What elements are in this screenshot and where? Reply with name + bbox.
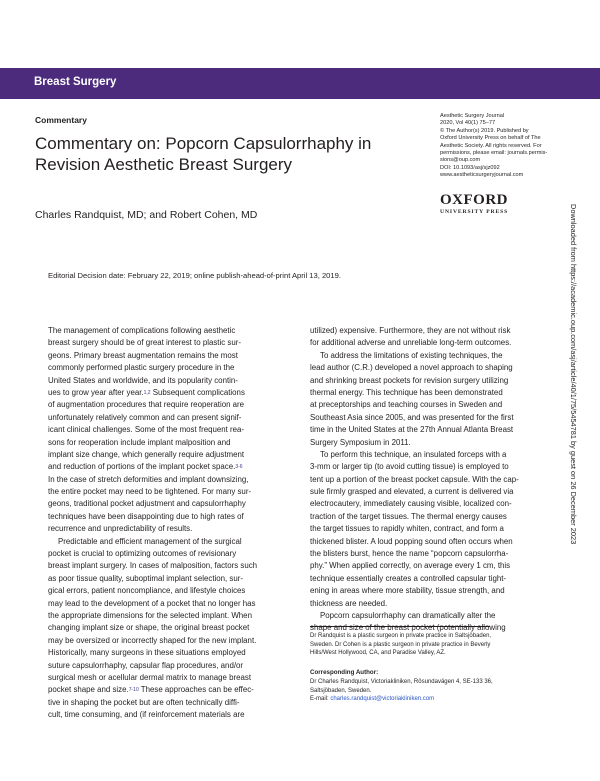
article-type: Commentary <box>35 115 87 125</box>
text-line: as poor tissue quality, suboptimal implant selection, sur- <box>48 573 244 583</box>
text-line: pocket is crucial to optimizing outcomes of revisionary <box>48 549 237 559</box>
text-line: thickened blister. A loud popping sound often occurs when <box>310 536 513 546</box>
text-line: sule firmly grasped and elevated, a current is delivered via <box>310 487 514 497</box>
logo-oxford: OXFORD <box>440 192 508 208</box>
text-line: for additional adverse and unreliable long-term outcomes. <box>310 338 512 348</box>
text-line: techniques have been disappointing due to high rates of <box>48 511 244 521</box>
oxford-university-press-logo <box>440 193 508 215</box>
text-line: traction of the target tissues. The thermal energy causes <box>310 511 507 521</box>
email-link[interactable]: charles.randquist@victoriakliniken.com <box>330 696 435 703</box>
text-line: the blisters burst, hence the name “popcorn capsulorrha- <box>310 549 509 559</box>
affiliation-line: Sweden. Dr Cohen is a plastic surgeon in private practice in Beverly <box>310 641 491 648</box>
journal-line: Aesthetic Society. All rights reserved. For <box>440 142 542 149</box>
text-line: changing implant size or shape, the original breast pocket <box>48 623 250 633</box>
text-line: ening in areas where more stability, tissue strength, and <box>310 586 505 596</box>
journal-url[interactable]: www.aestheticsurgeryjournal.com <box>440 172 524 179</box>
text-line: pocket shape and size. 7-10 These approaches can be effec- <box>48 684 290 696</box>
journal-info <box>440 113 565 180</box>
journal-line: permissions, please email: journals.permis- <box>440 150 548 157</box>
address-line: Saltsjöbaden, Sweden. <box>310 687 372 694</box>
text-line: recurrence and unpredictability of results. <box>48 524 193 534</box>
corresponding-author <box>310 678 570 704</box>
text-line: implant size change, which generally require adjustment <box>48 449 245 459</box>
text-line: In the case of stretch deformities and implant downsizing, <box>48 474 249 484</box>
editorial-dates: Editorial Decision date: February 22, 2019; online publish-ahead-of-print April 13, 2019. <box>48 271 341 280</box>
text-line: sons for reoperation include implant malposition and <box>48 437 231 447</box>
text-line: geons, traditional pocket adjustment and capsulorrhaphy <box>48 499 246 509</box>
corresponding-author-heading: Corresponding Author: <box>310 669 379 676</box>
journal-line: sions@oup.com <box>440 157 481 164</box>
text-line: time in the United States at the 27th Annual Atlanta Breast <box>310 425 514 435</box>
journal-line: 2020, Vol 40(1) 75–77 <box>440 120 496 127</box>
text-line: technique essentially creates a controlled capsular tight- <box>310 573 507 583</box>
author-affiliation <box>310 632 560 658</box>
title-line: Revision Aesthetic Breast Surgery <box>35 155 293 174</box>
text-line: Southeast Asia since 2005, and was presented for the first <box>310 412 514 422</box>
text-line: ues to grow year after year. 1,2 Subsequent complications <box>48 387 290 399</box>
text-line: may lead to the development of a pocket that no longer has <box>48 598 256 608</box>
text-line: gical errors, patient noncompliance, and lifestyle choices <box>48 586 246 596</box>
text-line: unfortunately relatively common and can present signif- <box>48 412 242 422</box>
text-line: the appropriate dimensions for the selected implant. When <box>48 610 252 620</box>
text-line: shape and size of the breast pocket (potentially allowing <box>310 623 506 633</box>
reference-link[interactable]: 1,2 <box>143 389 151 396</box>
text-line: tent up a portion of the breast pocket capsule. With the cap- <box>310 474 519 484</box>
text-line: electrocautery, immediately causing visible, localized con- <box>310 499 512 509</box>
text-line: at preceptorships and teaching courses in Sweden and <box>310 400 503 410</box>
email-line <box>310 695 570 704</box>
text-line: utilized) expensive. Furthermore, they are not without risk <box>310 326 511 335</box>
text-line: suture capsulorrhaphy, capsular flap procedures, and/or <box>48 660 244 670</box>
download-watermark: Downloaded from https://academic.oup.com/asj/article/40/1/75/5454781 by guest on 26 December 2023 <box>569 204 578 545</box>
text-line: phy.” When applied correctly, on average every 1 cm, this <box>310 561 511 571</box>
text-line: lead author (C.R.) developed a novel approach to shaping <box>310 363 513 373</box>
journal-line: Oxford University Press on behalf of The <box>440 135 541 142</box>
text-line: To address the limitations of existing techniques, the <box>320 350 503 360</box>
journal-line: DOI: 10.1093/asj/sjz092 <box>440 164 500 171</box>
footnote-divider <box>310 626 490 627</box>
journal-line: Aesthetic Surgery Journal <box>440 113 505 119</box>
section-banner <box>0 68 600 99</box>
text-line: The management of complications following aesthetic <box>48 326 236 335</box>
text-line: thickness are needed. <box>310 598 388 608</box>
text-line: breast implant surgery. In cases of malposition, factors such <box>48 561 258 571</box>
text-line: of augmentation procedures that require reoperation are <box>48 400 245 410</box>
journal-line: © The Author(s) 2019. Published by <box>440 127 529 134</box>
text-line: Popcorn capsulorrhaphy can dramatically alter the <box>320 610 496 620</box>
text-line: Surgery Symposium in 2011. <box>310 437 411 447</box>
text-line: United States and worldwide, and its popularity contin- <box>48 375 238 385</box>
text-line: surgical mesh or acellular dermal matrix to manage breast <box>48 672 252 682</box>
email-label: E-mail: <box>310 696 331 703</box>
body-column-right <box>310 325 552 635</box>
text-line: To perform this technique, an insulated forceps with a <box>320 449 507 459</box>
text-line: breast surgery should be of great interest to plastic sur- <box>48 338 241 348</box>
text-line: cult, time consuming, and (if reinforcement materials are <box>48 710 245 720</box>
text-line: commonly performed plastic surgery procedure in the <box>48 363 235 373</box>
text-line: tive in shaping the pocket but are often technically diffi- <box>48 697 240 707</box>
reference-link[interactable]: 7-10 <box>128 687 139 694</box>
text-line: geons. Primary breast augmentation remains the most <box>48 350 238 360</box>
address-line: Dr Charles Randquist, Victoriakliniken, Rösundavägen 4, SE-133 36, <box>310 679 493 685</box>
body-column-left <box>48 325 290 722</box>
page-title <box>35 133 415 175</box>
reference-link[interactable]: 3-6 <box>235 464 243 471</box>
text-line: may be oversized or incorrectly shaped for the new implant. <box>48 635 257 645</box>
text-line: and shrinking breast pockets for revision surgery utilizing <box>310 375 509 385</box>
affiliation-line: Dr Randquist is a plastic surgeon in private practice in Saltsjöbaden, <box>310 633 492 639</box>
title-line: Commentary on: Popcorn Capsulorrhaphy in <box>35 134 372 153</box>
author-list: Charles Randquist, MD; and Robert Cohen, MD <box>35 209 258 221</box>
text-line: 3-mm or larger tip (to avoid cutting tissue) is employed to <box>310 462 509 472</box>
banner-title: Breast Surgery <box>34 76 117 88</box>
text-line: the entire pocket may need to be tightened. For many sur- <box>48 487 252 497</box>
text-line: Predictable and efficient management of the surgical <box>58 536 242 546</box>
text-line: thermal energy. This technique has been demonstrated <box>310 387 503 397</box>
text-line: and reduction of portions of the implant pocket space. 3-6 <box>48 461 290 473</box>
text-line: icant clinical challenges. Some of the most frequent rea- <box>48 425 245 435</box>
text-line: Historically, many surgeons in these situations employed <box>48 648 246 658</box>
text-line: the target tissues to rapidly whiten, contract, and form a <box>310 524 504 534</box>
logo-university-press: UNIVERSITY PRESS <box>440 209 509 215</box>
affiliation-line: Hills/West Hollywood, CA, and Paradise Valley, AZ. <box>310 650 446 657</box>
